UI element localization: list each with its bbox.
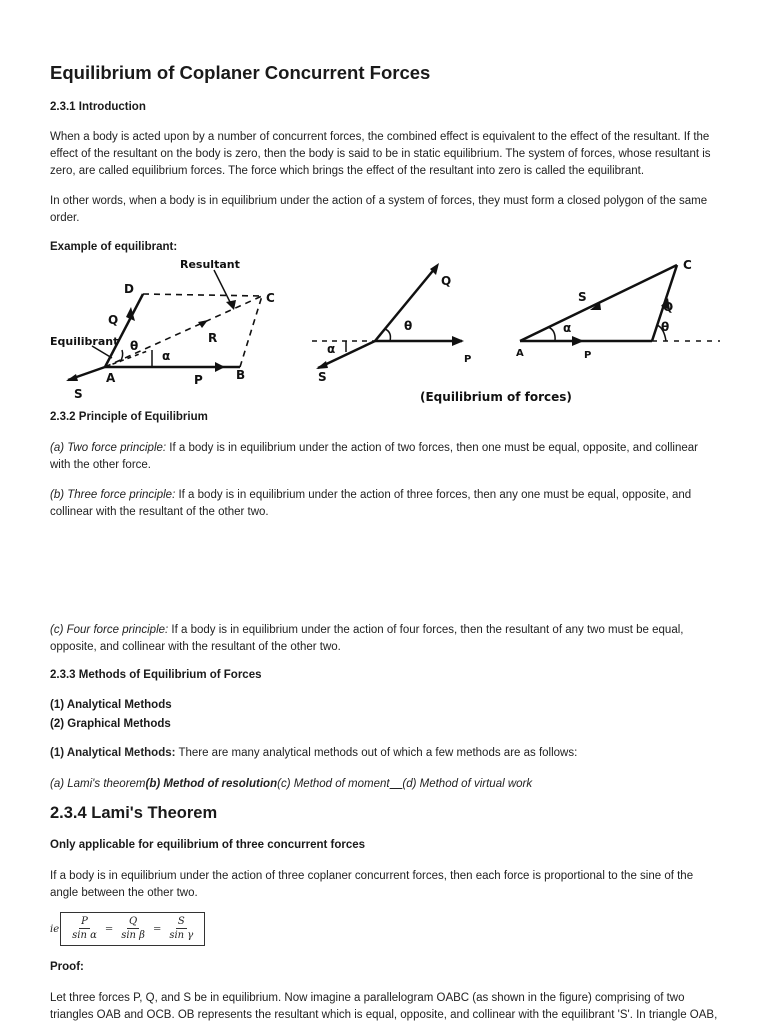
figure-caption: (Equilibrium of forces) (420, 390, 572, 404)
tri-label-s: S (578, 290, 587, 304)
proof-paragraph: Let three forces P, Q, and S be in equilibrium. Now imagine a parallelogram OABC (as shown in the figure) comprising of two triangles OAB and OCB. OB represents the resultant which is equal, opposite, and collinear with the equilibrant 'S'. In triangle OAB, (50, 992, 718, 1021)
principle-a-text: If a body is in equilibrium under the action of two forces, then one must be equal, opposite, and collinear with the other force. (50, 442, 698, 471)
label-resultant: Resultant (180, 258, 240, 271)
principle-a (50, 440, 720, 474)
equilibrium-figure (0, 250, 768, 410)
label-r: R (208, 331, 218, 345)
fraction-s (167, 915, 195, 943)
lami-paragraph: If a body is in equilibrium under the action of three coplaner concurrent forces, then each force is proportional to the sine of the angle between the other two. (50, 870, 694, 899)
tri-label-theta: θ (661, 320, 670, 334)
concurrent-forces-diagram (312, 263, 471, 384)
resultant-pointer-head (226, 300, 236, 310)
proof-label: Proof: (50, 961, 84, 973)
lami-note: Only applicable for equilibrium of three concurrent forces (50, 839, 366, 851)
label-a: A (106, 371, 116, 385)
label-b: B (236, 368, 246, 382)
analytical-methods-label: (1) Analytical Methods: (50, 747, 176, 759)
section-heading-principle: 2.3.2 Principle of Equilibrium (50, 411, 208, 423)
method-virtual-work: (d) Method of virtual work (402, 778, 533, 790)
fraction-q (119, 915, 147, 943)
label-p: P (194, 373, 203, 387)
fraction-s-numerator: S (177, 916, 185, 927)
method-item-analytical: (1) Analytical Methods (50, 699, 172, 711)
mid-theta-arc (385, 329, 390, 341)
page-title: Equilibrium of Coplaner Concurrent Forces (50, 62, 431, 83)
principle-a-label: (a) Two force principle: (50, 442, 167, 454)
force-s-arrowhead (66, 374, 78, 381)
principle-c-text: If a body is in equilibrium under the action of four forces, then the resultant of any two must be equal, opposite, and collinear with the resultant of the other two. (50, 624, 684, 653)
lami-formula (50, 912, 205, 946)
tri-alpha-arc (548, 327, 555, 341)
equals-sign-1: = (104, 923, 114, 935)
tri-force-p-arrowhead (572, 336, 584, 346)
formula-box (60, 912, 205, 946)
tri-label-q: Q (663, 300, 674, 314)
principle-c-label: (c) Four force principle: (50, 624, 169, 636)
resultant-arrowhead (198, 320, 208, 328)
principle-b (50, 487, 720, 521)
label-d: D (124, 282, 134, 296)
mid-label-q: Q (441, 274, 452, 288)
tri-label-p: P (584, 350, 592, 361)
principle-b-label: (b) Three force principle: (50, 489, 176, 501)
dashed-bc (240, 296, 262, 367)
triangle-of-forces-diagram (516, 258, 720, 361)
tri-force-s (520, 265, 677, 341)
mid-force-s-arrowhead (316, 361, 328, 369)
method-item-graphical: (2) Graphical Methods (50, 718, 171, 730)
parallelogram-diagram (50, 258, 275, 401)
section-heading-introduction: 2.3.1 Introduction (50, 101, 146, 113)
fraction-q-numerator: Q (128, 916, 138, 927)
formula-prefix: ie (50, 923, 60, 935)
label-equilibrant: Equilibrant (50, 335, 119, 348)
fraction-p-numerator: P (81, 916, 88, 927)
fraction-p (70, 915, 99, 943)
section-heading-lami: 2.3.4 Lami's Theorem (50, 804, 218, 822)
tri-label-a: A (516, 348, 524, 359)
fraction-q-denominator: sin β (121, 930, 145, 941)
label-s: S (74, 387, 83, 401)
fraction-s-denominator: sin γ (169, 930, 194, 941)
mid-label-p: P (464, 354, 472, 365)
dashed-resultant-r (105, 296, 262, 367)
label-q: Q (108, 313, 119, 327)
mid-label-alpha: α (327, 342, 336, 356)
principle-c (50, 622, 720, 656)
force-q-line (105, 294, 143, 367)
intro-paragraph-1: When a body is acted upon by a number of concurrent forces, the combined effect is equivalent to the effect of the resultant. If the effect of the resultant on the body is zero, then the body is said to be in static equilibrium. The system of forces, whose resultant is zero, are called equilibrium forces. The force which brings the effect of the resultant into zero is called the equilibrant. (50, 131, 711, 177)
label-c: C (266, 291, 275, 305)
principle-b-text: If a body is in equilibrium under the action of three forces, then any one must be equal, opposite, and collinear with the resultant of the other two. (50, 489, 692, 518)
analytical-methods-text: There are many analytical methods out of which a few methods are as follows: (175, 747, 578, 759)
mid-label-theta: θ (404, 319, 413, 333)
section-heading-methods: 2.3.3 Methods of Equilibrium of Forces (50, 669, 262, 681)
equals-sign-2: = (152, 923, 162, 935)
dashed-dc (143, 294, 262, 296)
analytical-methods-paragraph (50, 745, 720, 762)
method-resolution: (b) Method of resolution (145, 778, 278, 790)
method-lami: (a) Lami's theorem (50, 778, 146, 790)
method-gap (390, 778, 403, 790)
mid-label-s: S (318, 370, 327, 384)
example-label: Example of equilibrant: (50, 241, 178, 253)
mid-force-p-arrowhead (452, 336, 464, 346)
methods-list-line (50, 776, 720, 793)
method-moment: (c) Method of moment (277, 778, 390, 790)
tri-label-c: C (683, 258, 692, 272)
resultant-pointer (214, 270, 232, 306)
force-p-arrowhead (215, 362, 225, 372)
label-theta: θ (130, 339, 139, 353)
label-alpha: α (162, 349, 171, 363)
intro-paragraph-2: In other words, when a body is in equilibrium under the action of a system of forces, they must form a closed polygon of the same order. (50, 195, 708, 224)
fraction-p-denominator: sin α (72, 930, 97, 941)
tri-label-alpha: α (563, 321, 572, 335)
